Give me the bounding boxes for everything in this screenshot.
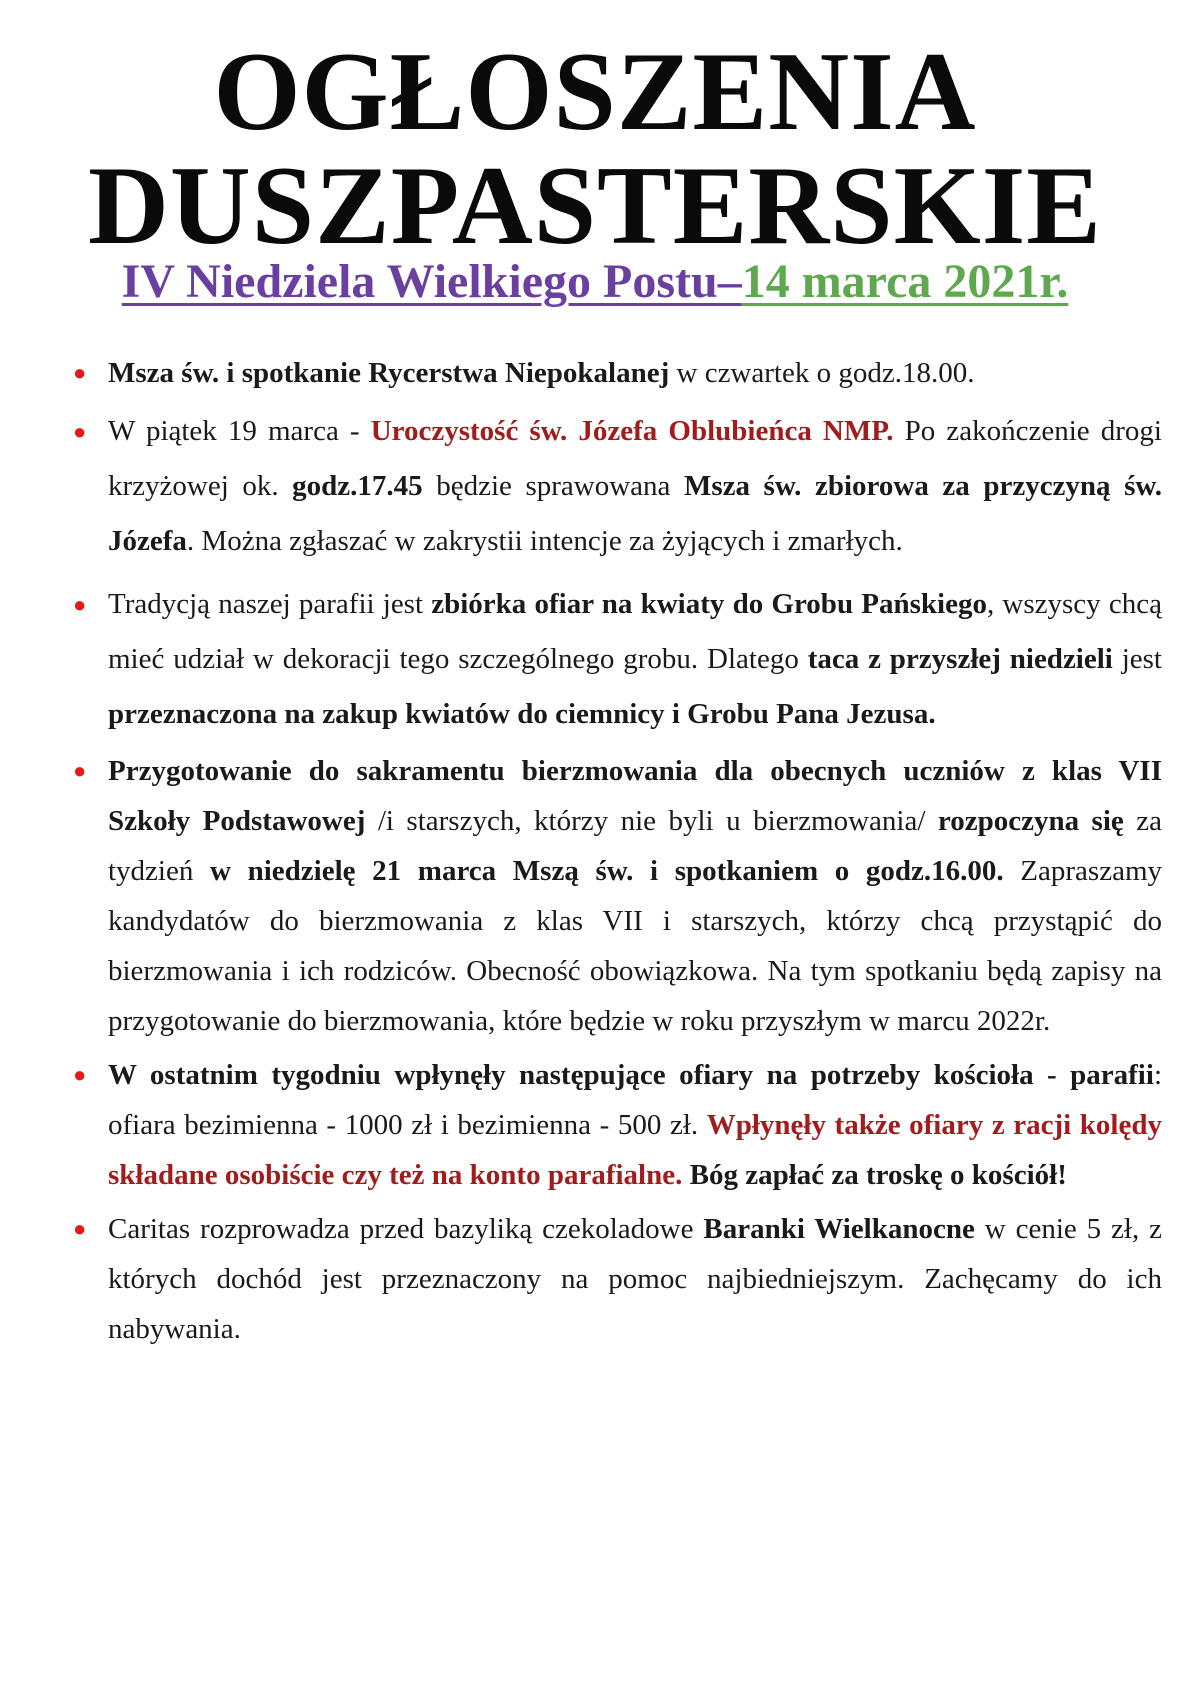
item-text-bold: rozpoczyna się [937, 805, 1124, 837]
item-text: /i starszych, którzy nie byli u bierzmowania/ [365, 805, 938, 837]
item-text-bold: Przygotowanie do sakramentu bierzmowania dla obecnych uczniów z klas VII Szkoły Podstawowej [108, 755, 1162, 837]
item-text-bold: zbiórka ofiar na kwiaty do Grobu Pańskiego [431, 588, 987, 620]
announcement-item [0, 348, 1190, 398]
announcement-item [0, 404, 1190, 569]
item-text: będzie sprawowana [422, 470, 684, 502]
item-text-bold: godz.17.45 [292, 470, 423, 502]
item-text: . Można zgłaszać w zakrystii intencje za żyjących i zmarłych. [186, 525, 903, 557]
subtitle-sunday-name: IV Niedziela Wielkiego Postu– [121, 255, 742, 308]
item-text-bold: przeznaczona na zakup kwiatów do ciemnicy i Grobu Pana Jezusa. [108, 698, 936, 730]
item-text-highlight: Uroczystość św. Józefa Oblubieńca NMP. [370, 415, 894, 447]
item-text: w cenie 5 zł, z których dochód jest przeznaczony na pomoc najbiedniejszym. Zachęcamy do ich nabywania. [108, 1213, 1162, 1345]
item-text [682, 1159, 689, 1191]
page-subtitle [0, 252, 1190, 312]
item-text: jest [1112, 643, 1162, 675]
subtitle-date: 14 marca 2021r. [741, 255, 1069, 308]
announcement-item [0, 1204, 1190, 1354]
bullet-icon: ● [73, 1216, 87, 1241]
item-text: Zapraszamy kandydatów do bierzmowania z klas VII i starszych, którzy chcą przystąpić do bierzmowania i ich rodziców. Obecność obowiązkowa. Na tym spotkaniu będą zapisy na przygotowanie do bierzmowania, które będzie w roku przyszłym w marcu 2022r. [108, 855, 1162, 1037]
item-text: W piątek 19 marca - [108, 415, 371, 447]
announcement-list [0, 348, 1190, 1354]
announcement-item [0, 577, 1190, 742]
item-text: Caritas rozprowadza przed bazyliką czekoladowe [108, 1213, 704, 1245]
item-text-bold: Baranki Wielkanocne [703, 1213, 975, 1245]
announcement-item [0, 746, 1190, 1046]
bullet-icon: ● [73, 592, 87, 617]
item-text: : ofiara bezimienna - 1000 zł i bezimienna - 500 zł. [108, 1059, 1162, 1141]
item-text-bold: Msza św. i spotkanie Rycerstwa Niepokalanej [108, 357, 670, 389]
page-title-line1: OGŁOSZENIA [213, 30, 977, 154]
item-text-bold: w niedzielę 21 marca Mszą św. i spotkaniem o godz.16.00. [210, 855, 1004, 887]
item-text: Po zakończenie drogi krzyżowej ok. [108, 415, 1162, 502]
item-text-bold: W ostatnim tygodniu wpłynęły następujące ofiary na potrzeby kościoła - parafii [108, 1059, 1154, 1091]
bullet-icon: ● [73, 360, 87, 385]
item-text-bold: taca z przyszłej niedzieli [807, 643, 1113, 675]
item-text: Tradycją naszej parafii jest [108, 588, 432, 620]
announcement-item [0, 1050, 1190, 1200]
item-text-highlight: Wpłynęły także ofiary z racji kolędy składane osobiście czy też na konto parafialne. [108, 1109, 1162, 1191]
bullet-icon: ● [73, 1062, 87, 1087]
item-text-bold: Bóg zapłać za troskę o kościół! [689, 1159, 1067, 1191]
item-text: , wszyscy chcą mieć udział w dekoracji tego szczególnego grobu. Dlatego [108, 588, 1162, 675]
item-text: w czwartek o godz.18.00. [669, 357, 975, 389]
bullet-icon: ● [73, 419, 87, 444]
item-text-bold: Msza św. zbiorowa za przyczyną św. Józefa [108, 470, 1162, 557]
page-title-line2: DUSZPASTERSKIE [87, 144, 1102, 268]
item-text: za tydzień [108, 805, 1162, 887]
bullet-icon: ● [73, 758, 87, 783]
